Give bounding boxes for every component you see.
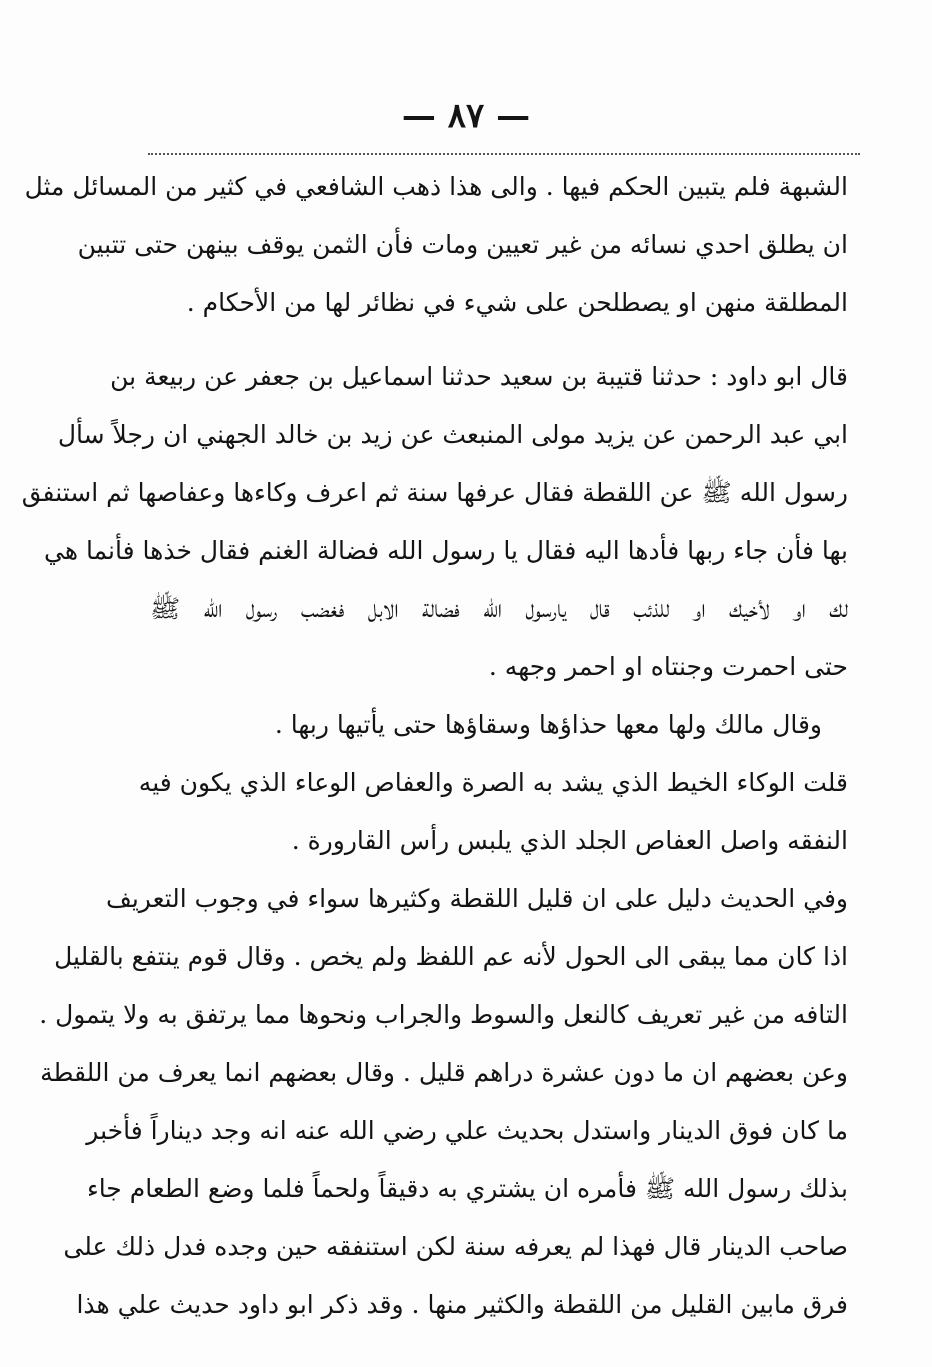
text-line: الشبهة فلم يتبين الحكم فيها . والى هذا ذهب الشافعي في كثير من المسائل مثل [24, 172, 848, 201]
paragraph [21, 348, 848, 696]
paragraph [40, 1044, 848, 1334]
text-line: بها فأن جاء ربها فأدها اليه فقال يا رسول الله فضالة الغنم فقال خذها فأنما هي [44, 536, 848, 565]
text-line: ان يطلق احدي نسائه من غير تعيين ومات فأن الثمن يوقف بينهن حتى تتبين [77, 230, 848, 259]
text-line: بذلك رسول الله ﷺ فأمره ان يشتري به دقيقاً ولحماً فلما وضع الطعام جاء [86, 1174, 848, 1203]
text-line: رسول الله ﷺ عن اللقطة فقال عرفها سنة ثم اعرف وكاءها وعفاصها ثم استنفق [21, 478, 848, 507]
header-dotted-rule [148, 153, 860, 155]
text-line: ما كان فوق الدينار واستدل بحديث علي رضي الله عنه انه وجد ديناراً فأخبر [86, 1116, 848, 1145]
text-body [21, 158, 848, 1334]
paragraph [138, 754, 848, 870]
text-line: لك او لأخيك او للذئب قال يارسول الله فضالة الابل فغضب رسول الله ﷺ [150, 594, 848, 623]
text-line: فرق مابين القليل من اللقطة والكثير منها . وقد ذكر ابو داود حديث علي هذا [76, 1290, 848, 1319]
text-line: قلت الوكاء الخيط الذي يشد به الصرة والعفاص الوعاء الذي يكون فيه [138, 768, 848, 797]
text-line: وقال مالك ولها معها حذاؤها وسقاؤها حتى يأتيها ربها . [274, 710, 822, 739]
text-line: حتى احمرت وجنتاه او احمر وجهه . [488, 652, 848, 681]
text-line: قال ابو داود : حدثنا قتيبة بن سعيد حدثنا اسماعيل بن جعفر عن ربيعة بن [110, 362, 848, 391]
text-line: النفقه واصل العفاص الجلد الذي يلبس رأس القارورة . [291, 826, 848, 855]
paragraph [24, 158, 848, 332]
page-number: — ٨٧ — [401, 96, 531, 136]
text-line: وفي الحديث دليل على ان قليل اللقطة وكثيرها سواء في وجوب التعريف [105, 884, 848, 913]
text-line: ابي عبد الرحمن عن يزيد مولى المنبعث عن زيد بن خالد الجهني ان رجلاً سأل [57, 420, 848, 449]
paragraph [150, 696, 848, 754]
text-line: اذا كان مما يبقى الى الحول لأنه عم اللفظ ولم يخص . وقال قوم ينتفع بالقليل [54, 942, 848, 971]
text-line: صاحب الدينار قال فهذا لم يعرفه سنة لكن استنفقه حين وجده فدل ذلك على [63, 1232, 848, 1261]
paragraph [39, 870, 848, 1044]
text-line: المطلقة منهن او يصطلحن على شيء في نظائر لها من الأحكام . [186, 288, 848, 317]
text-line: التافه من غير تعريف كالنعل والسوط والجراب ونحوها مما يرتفق به ولا يتمول . [39, 1000, 848, 1029]
text-line: وعن بعضهم ان ما دون عشرة دراهم قليل . وقال بعضهم انما يعرف من اللقطة [40, 1058, 848, 1087]
